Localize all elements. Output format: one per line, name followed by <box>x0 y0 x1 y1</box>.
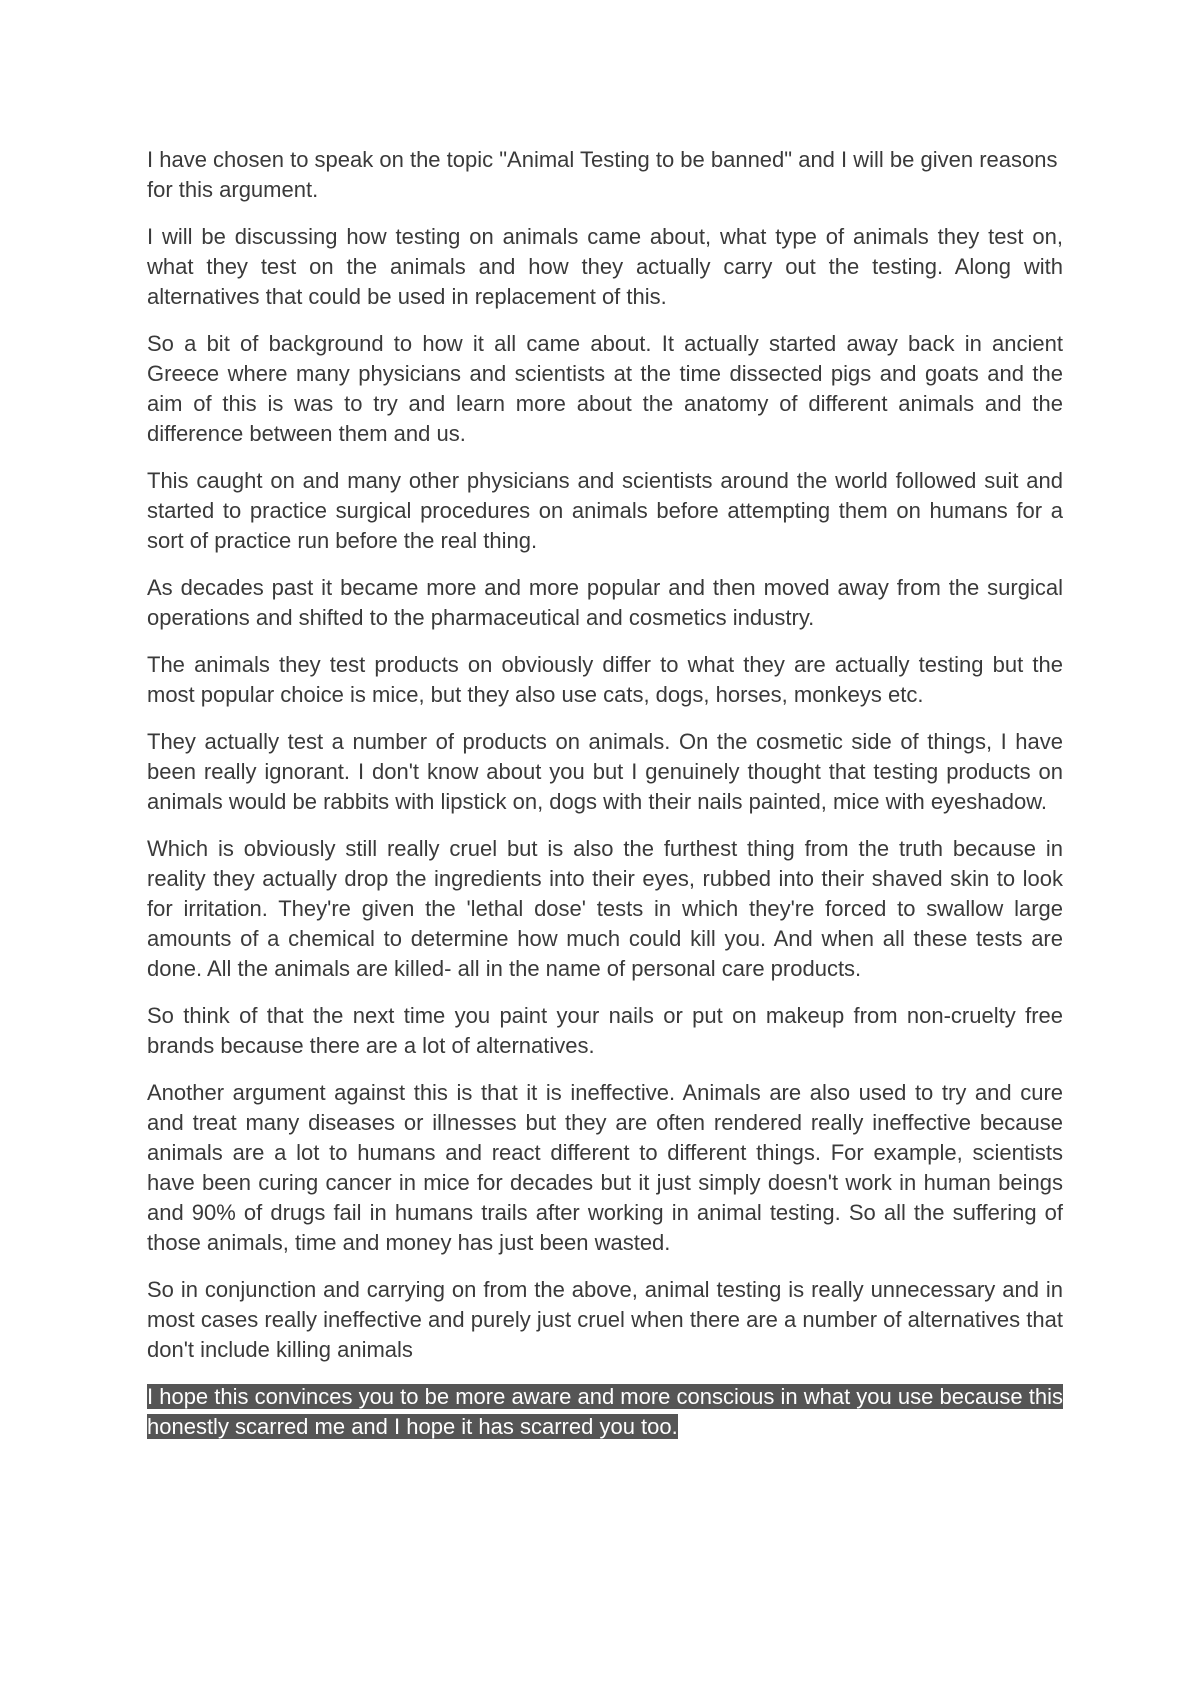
paragraph-conclusion: So in conjunction and carrying on from the above, animal testing is really unnecessary and in most cases really ineffective and purely just cruel when there are a number of alternatives that don't include killing animals <box>147 1277 1063 1362</box>
paragraph-ineffective: Another argument against this is that it is ineffective. Animals are also used to try and cure and treat many diseases or illnesses but they are often rendered really ineffective because animals are a lot to humans and react different to different things. For example, scientists have been curing cancer in mice for decades but it just simply doesn't work in human beings and 90% of drugs fail in humans trails after working in animal testing. So all the suffering of those animals, time and money has just been wasted. <box>147 1080 1063 1255</box>
document-body <box>147 145 1063 1442</box>
paragraph-background: So a bit of background to how it all came about. It actually started away back in ancient Greece where many physicians and scientists at the time dissected pigs and goats and the aim of this is was to try and learn more about the anatomy of different animals and the difference between them and us. <box>147 331 1063 446</box>
paragraph-products-tested: They actually test a number of products on animals. On the cosmetic side of things, I have been really ignorant. I don't know about you but I genuinely thought that testing products on animals would be rabbits with lipstick on, dogs with their nails painted, mice with eyeshadow. <box>147 729 1063 814</box>
selected-text-highlight[interactable]: I hope this convinces you to be more aware and more conscious in what you use because this honestly scarred me and I hope it has scarred you too. <box>147 1384 1063 1439</box>
paragraph-overview: I will be discussing how testing on animals came about, what type of animals they test on, what they test on the animals and how they actually carry out the testing. Along with alternatives that could be used in replacement of this. <box>147 224 1063 309</box>
paragraph-alternatives-note: So think of that the next time you paint your nails or put on makeup from non-cruelty free brands because there are a lot of alternatives. <box>147 1003 1063 1058</box>
paragraph-animals-used: The animals they test products on obviously differ to what they are actually testing but the most popular choice is mice, but they also use cats, dogs, horses, monkeys etc. <box>147 652 1063 707</box>
highlighted-closing-paragraph <box>147 1382 1063 1442</box>
paragraph-testing-methods: Which is obviously still really cruel but is also the furthest thing from the truth because in reality they actually drop the ingredients into their eyes, rubbed into their shaved skin to look for irritation. They're given the 'lethal dose' tests in which they're forced to swallow large amounts of a chemical to determine how much could kill you. And when all these tests are done. All the animals are killed- all in the name of personal care products. <box>147 836 1063 981</box>
paragraph-spread: This caught on and many other physicians and scientists around the world followed suit and started to practice surgical procedures on animals before attempting them on humans for a sort of practice run before the real thing. <box>147 468 1063 553</box>
paragraph-intro: I have chosen to speak on the topic "Animal Testing to be banned" and I will be given reasons for this argument. <box>147 147 1058 202</box>
paragraph-industry-shift: As decades past it became more and more popular and then moved away from the surgical operations and shifted to the pharmaceutical and cosmetics industry. <box>147 575 1063 630</box>
